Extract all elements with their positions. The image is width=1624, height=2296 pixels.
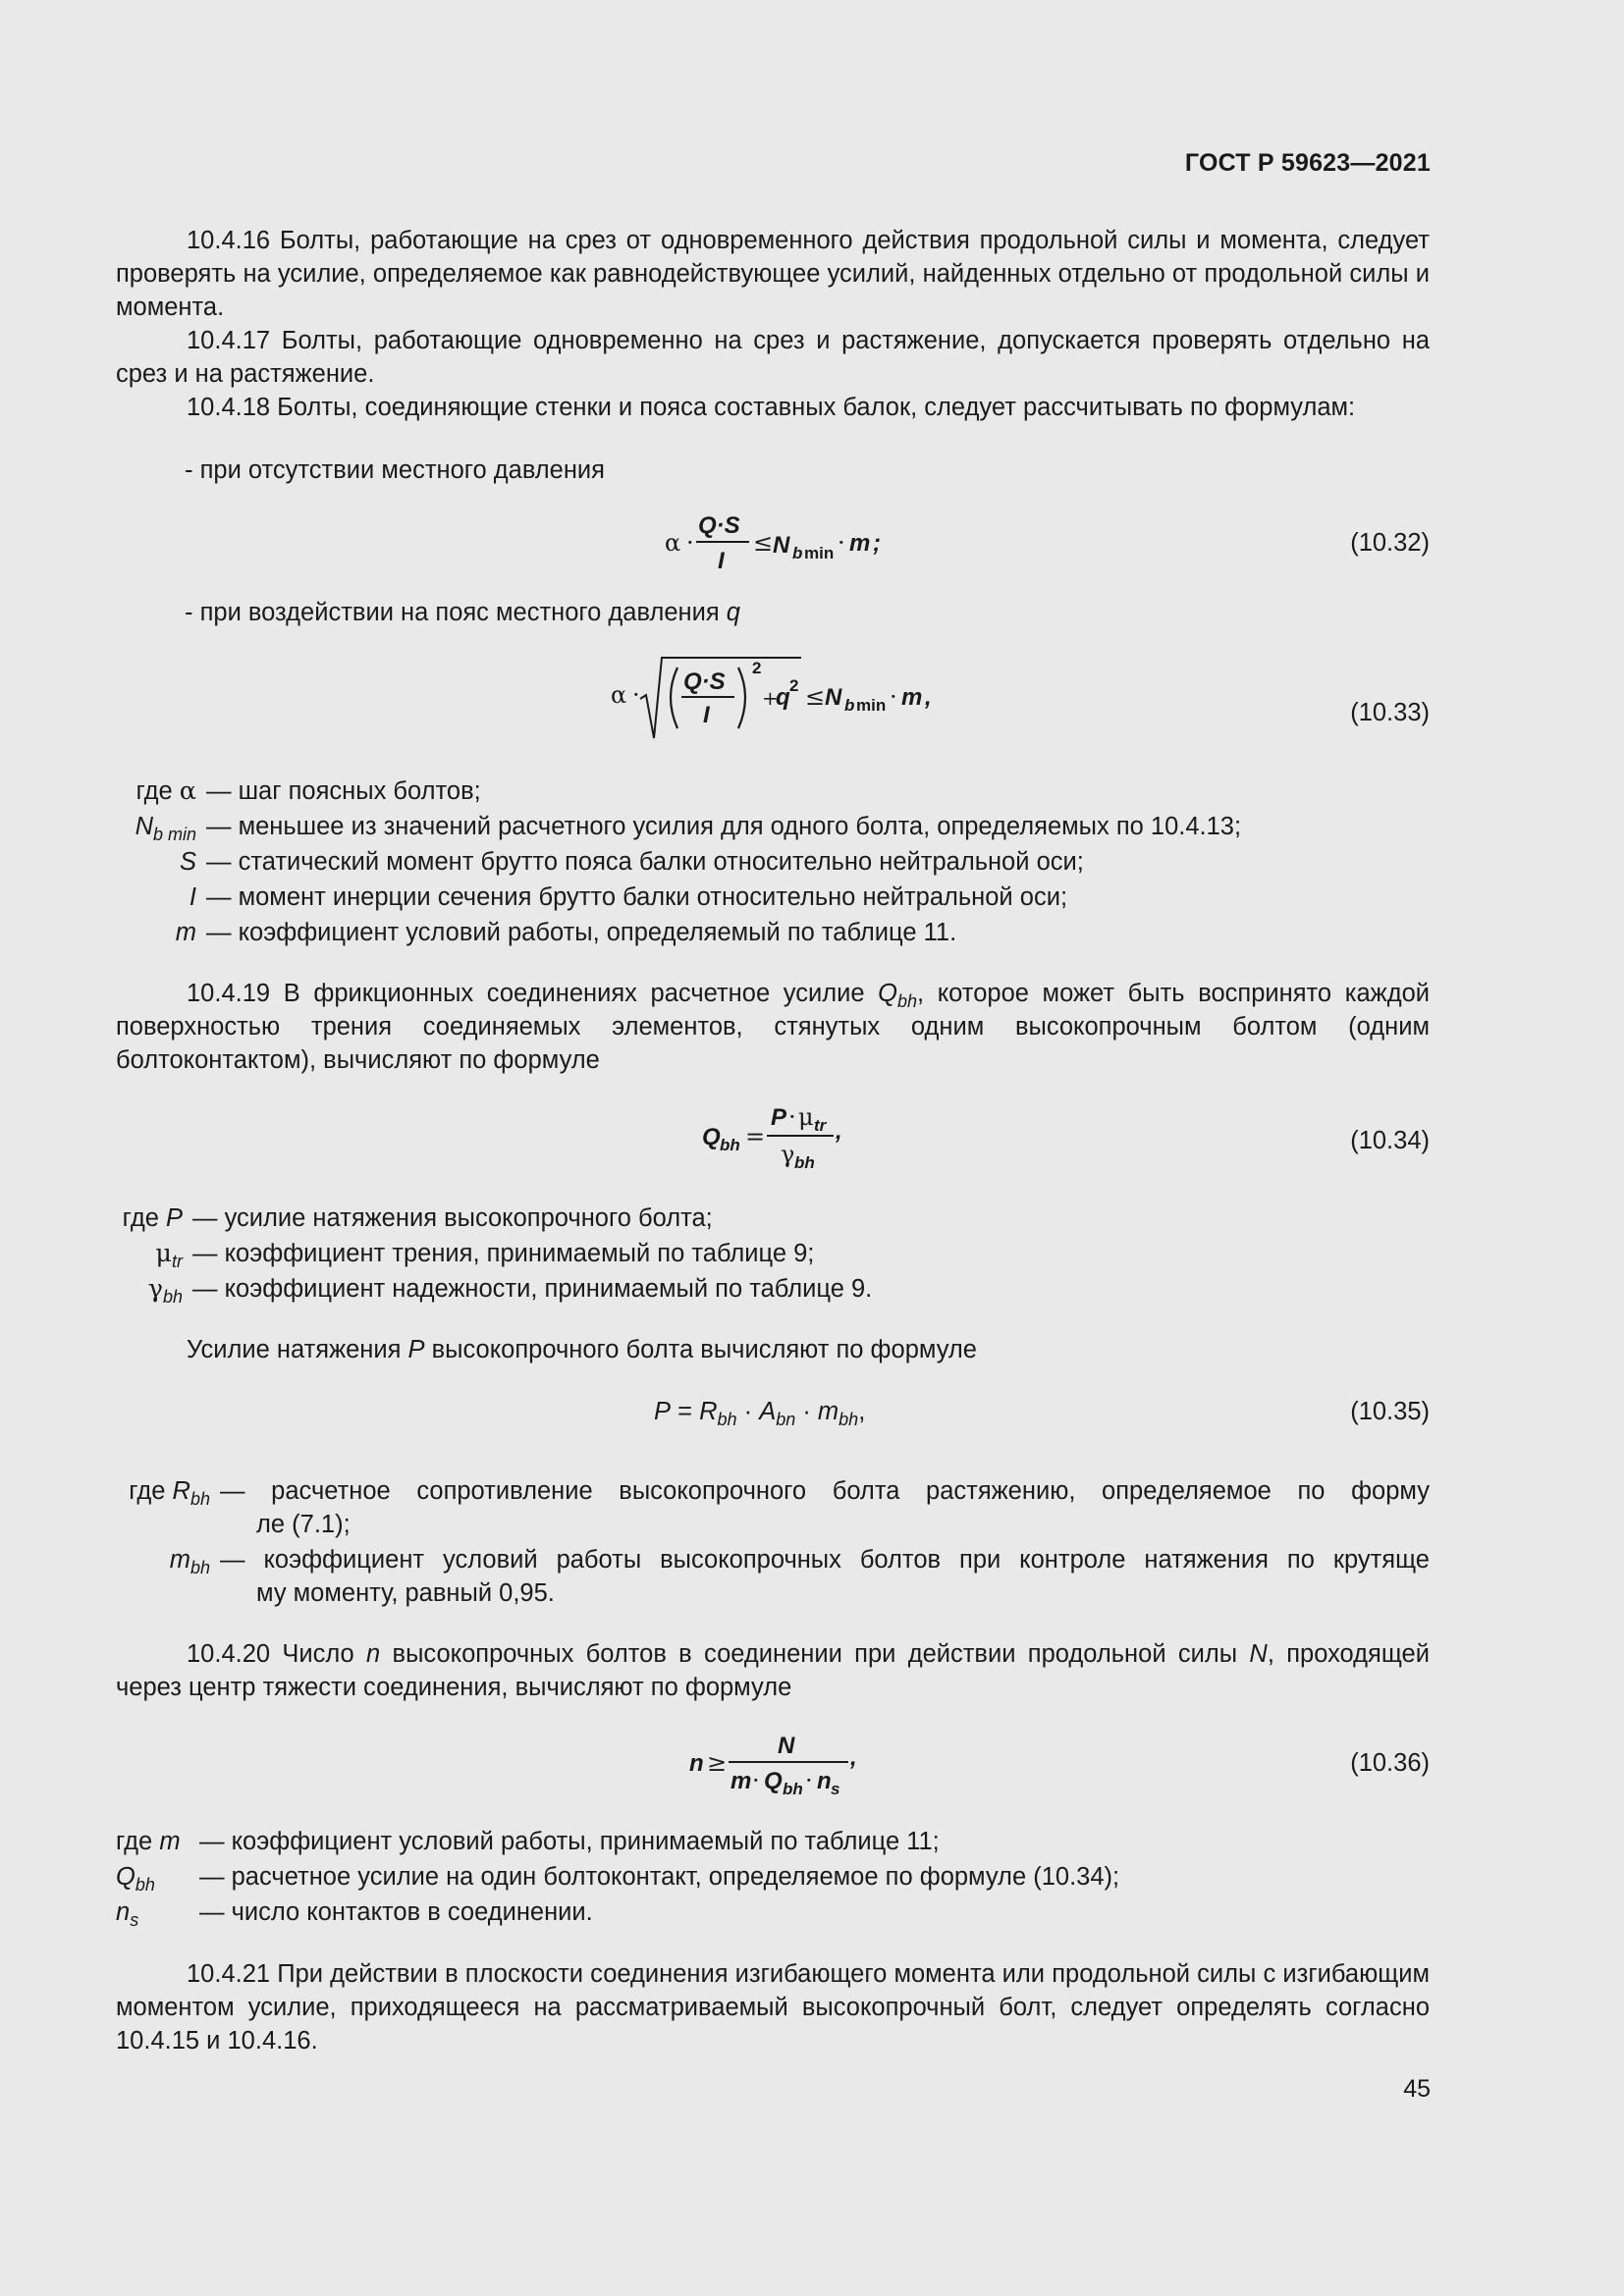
def-row-m: [0, 915, 1624, 950]
paragraph-text: 10.4.16 Болты, работающие на срез от одновременного действия продольной силы и момента, следует проверять на усилие, определяемое как равнодействующее усилий, найденных отдельно от продольной силы и момента.: [116, 227, 1430, 321]
min-subscript: min: [804, 544, 835, 562]
paragraph-text: 10.4.17 Болты, работающие одновременно на срез и растяжение, допускается проверять отдельно на срез и на растяжение.: [116, 327, 1430, 388]
def-description: — статический момент брутто пояса балки относительно нейтральной оси;: [206, 848, 1084, 876]
paragraph-10-4-21: [116, 1957, 1430, 2057]
m-subscript: bh: [189, 1558, 210, 1577]
m-symbol: m: [817, 1398, 839, 1425]
p-symbol: P: [654, 1398, 672, 1425]
n-force-symbol: N: [778, 1733, 795, 1759]
def-row-ns: [0, 1895, 1624, 1930]
ns-symbol: n: [817, 1768, 832, 1794]
def-row-r: [0, 1474, 1624, 1541]
paragraph-text: высокопрочных болтов в соединении при действии продольной силы: [380, 1640, 1250, 1668]
m-subscript: bh: [839, 1410, 859, 1429]
paragraph-text: высокопрочного болта вычисляют по формуле: [424, 1336, 977, 1363]
def-row-p: [0, 1201, 1624, 1236]
q-exponent: 2: [789, 676, 799, 695]
formula-10-35: [0, 1396, 1624, 1474]
def-description: — коэффициент надежности, принимаемый по таблице 9.: [192, 1275, 873, 1303]
p-variable: P: [407, 1336, 425, 1363]
q-subscript: bh: [897, 991, 918, 1011]
gamma-subscript: bh: [794, 1153, 815, 1172]
dot-operator: ·: [805, 1767, 813, 1794]
m-symbol: m: [731, 1768, 752, 1794]
bullet-no-local-pressure: - при отсутствии местного давления: [185, 456, 605, 484]
def-description: — коэффициент условий работы высокопрочных болтов при контроле натяжения по крутяще: [220, 1546, 1430, 1574]
formula-10-32: [0, 506, 1624, 584]
standard-header: ГОСТ Р 59623—2021: [1184, 149, 1431, 177]
def-row-i: [0, 880, 1624, 915]
formula-10-33-graphic: [609, 648, 962, 746]
def-row-m: [0, 1543, 1624, 1610]
dot-operator: ·: [890, 683, 897, 711]
alpha-symbol: α: [611, 681, 627, 709]
formula-number: (10.36): [1350, 1749, 1430, 1777]
bullet-text: - при воздействии на пояс местного давления: [185, 599, 727, 626]
paragraph-text: , проходящей через центр тяжести соединения, вычисляют по формуле: [116, 1640, 1430, 1701]
def-term: [155, 1236, 183, 1271]
definitions-10-34: [0, 1201, 1624, 1307]
def-description: — шаг поясных болтов;: [206, 777, 481, 805]
where-word: где: [135, 777, 173, 805]
def-description: — число контактов в соединении.: [199, 1898, 593, 1926]
formula-punct: ;: [873, 530, 881, 557]
def-term: [135, 774, 196, 809]
n-variable: n: [366, 1640, 381, 1668]
mu-subscript: tr: [814, 1116, 827, 1135]
r-subscript: bh: [189, 1489, 210, 1509]
i-term: I: [189, 883, 196, 911]
p-term: P: [165, 1204, 183, 1232]
def-row-q: [0, 1859, 1624, 1895]
m-symbol: m: [901, 684, 923, 711]
gamma-term: γ: [147, 1274, 163, 1304]
nb-subscript: b min: [152, 825, 196, 844]
plus-operator: +: [762, 686, 779, 710]
formula-10-33: [0, 648, 1624, 746]
q-symbol: q: [776, 684, 790, 711]
fraction-denominator: I: [718, 548, 725, 574]
m-term: m: [159, 1828, 181, 1855]
def-row-s: [0, 844, 1624, 880]
r-term: R: [172, 1477, 190, 1505]
right-paren: [738, 667, 745, 728]
def-term: [180, 844, 196, 880]
formula-10-32-graphic: [663, 506, 957, 584]
q-symbol: Q: [702, 1124, 721, 1150]
formula-10-36: [0, 1726, 1624, 1804]
paragraph-10-4-17: [116, 324, 1430, 391]
square-exponent: 2: [752, 659, 762, 677]
def-description: — меньшее из значений расчетного усилия для одного болта, определяемых по 10.4.13;: [206, 813, 1242, 840]
dot-operator: ·: [795, 1398, 818, 1425]
formula-punct: ,: [836, 1118, 842, 1145]
nb-term: N: [135, 813, 153, 840]
paragraph-10-4-18: [116, 391, 1430, 424]
paragraph-10-4-19: [116, 977, 1430, 1077]
paragraph-text: 10.4.21 При действии в плоскости соединения изгибающего момента или продольной силы с изгибающим моментом усилие, приходящееся на рассматриваемый высокопрочный болт, следует определять согласно 10.4.15 и 10.4.16.: [116, 1960, 1430, 2055]
ns-term: n: [116, 1898, 131, 1926]
q-subscript: bh: [135, 1875, 155, 1895]
def-description: — момент инерции сечения брутто балки относительно нейтральной оси;: [206, 883, 1068, 911]
leq-operator: ≤: [805, 683, 826, 711]
definitions-10-35: [0, 1474, 1624, 1610]
formula-number: (10.32): [1350, 529, 1430, 557]
def-term: [129, 1474, 210, 1508]
q-symbol: Q: [764, 1768, 783, 1794]
dot-operator: ·: [736, 1398, 760, 1425]
paragraph-text: 10.4.19 В фрикционных соединениях расчетное усилие: [187, 980, 879, 1007]
paragraph-10-4-20: [116, 1637, 1430, 1704]
def-description: — усилие натяжения высокопрочного болта;: [192, 1204, 713, 1232]
s-term: S: [179, 848, 196, 876]
paragraph-text: 10.4.18 Болты, соединяющие стенки и пояса составных балок, следует рассчитывать по формулам:: [187, 394, 1356, 421]
q-variable: q: [726, 599, 740, 626]
formula-number: (10.33): [1350, 699, 1430, 726]
where-word: где: [122, 1204, 159, 1232]
n-force-variable: N: [1249, 1640, 1268, 1668]
formula-10-36-graphic: [687, 1726, 903, 1804]
alpha-symbol: α: [665, 529, 681, 557]
def-term: [176, 915, 196, 950]
m-term: m: [175, 919, 196, 946]
fraction-denominator: I: [703, 702, 710, 728]
formula-number: (10.35): [1350, 1398, 1430, 1425]
dot-operator: ·: [752, 1767, 760, 1794]
dot-operator: ·: [686, 529, 694, 557]
mu-subscript: tr: [172, 1252, 183, 1271]
left-paren: [671, 667, 677, 728]
def-description: — коэффициент трения, принимаемый по таблице 9;: [192, 1240, 815, 1267]
formula-number: (10.34): [1350, 1127, 1430, 1154]
definitions-10-33: [0, 774, 1624, 950]
n-symbol: N: [825, 684, 842, 711]
def-row-gamma: [0, 1271, 1624, 1307]
page-number: 45: [1403, 2075, 1431, 2103]
equals-operator: =: [671, 1398, 700, 1425]
alpha-term: α: [179, 776, 196, 806]
paragraph-text: , которое может быть воспринято каждой поверхностью трения соединяемых элементов, стянутых одним высокопрочным болтом (одним болтоконтактом), вычисляют по формуле: [116, 980, 1430, 1074]
fraction-numerator: Q·S: [698, 512, 740, 539]
a-symbol: A: [759, 1398, 777, 1425]
def-row-m: [0, 1824, 1624, 1859]
p-symbol: P: [771, 1104, 787, 1131]
def-term: [170, 1543, 210, 1576]
def-term: [116, 1859, 155, 1895]
q-variable: Q: [878, 980, 897, 1007]
dot-operator: ·: [788, 1103, 796, 1131]
def-term: [135, 809, 196, 844]
formula-punct: ,: [858, 1398, 866, 1425]
gamma-symbol: γ: [781, 1141, 795, 1168]
dot-operator: ·: [838, 529, 845, 557]
where-word: где: [129, 1477, 166, 1505]
a-subscript: bn: [776, 1410, 796, 1429]
def-term: [189, 880, 196, 915]
paragraph-10-4-16: [116, 224, 1430, 324]
q-subscript: bh: [783, 1780, 803, 1798]
def-description-continued: ле (7.1);: [256, 1511, 351, 1538]
m-symbol: m: [849, 530, 871, 557]
def-term: [123, 1201, 183, 1236]
def-description: — коэффициент условий работы, принимаемый по таблице 11;: [199, 1828, 940, 1855]
paragraph-text: 10.4.20 Число: [187, 1640, 367, 1668]
formula-punct: ,: [925, 684, 932, 711]
equals-operator: =: [745, 1123, 766, 1150]
bullet-local-pressure: [185, 599, 740, 627]
def-term: [116, 1824, 181, 1859]
def-description: — расчетное усилие на один болтоконтакт, определяемое по формуле (10.34);: [199, 1863, 1120, 1891]
r-symbol: R: [699, 1398, 718, 1425]
ns-subscript: s: [130, 1910, 139, 1930]
def-description: — расчетное сопротивление высокопрочного болта растяжению, определяемое по форму: [220, 1477, 1430, 1505]
n-subscript: b: [792, 544, 803, 562]
q-term: Q: [116, 1863, 135, 1891]
dot-operator: ·: [632, 681, 640, 709]
mu-term: μ: [155, 1239, 172, 1268]
leq-operator: ≤: [753, 529, 774, 557]
n-subscript: b: [844, 696, 855, 715]
m-term: m: [169, 1546, 190, 1574]
n-symbol: N: [773, 532, 790, 559]
def-term: [116, 1895, 138, 1930]
geq-operator: ≥: [707, 1749, 728, 1777]
formula-10-34-graphic: [702, 1099, 898, 1178]
q-subscript: bh: [720, 1136, 740, 1154]
def-description-continued: му моменту, равный 0,95.: [256, 1579, 555, 1607]
def-description: — коэффициент условий работы, определяемый по таблице 11.: [206, 919, 957, 946]
paragraph-text: Усилие натяжения: [187, 1336, 408, 1363]
mu-symbol: μ: [798, 1103, 814, 1131]
r-subscript: bh: [717, 1410, 737, 1429]
gamma-subscript: bh: [162, 1287, 183, 1307]
n-symbol: n: [689, 1750, 704, 1777]
paragraph-bolt-tension: [116, 1333, 1430, 1366]
formula-10-35-expression: [654, 1398, 866, 1429]
min-subscript: min: [856, 696, 887, 715]
def-term: [148, 1271, 183, 1307]
fraction-numerator: Q·S: [683, 668, 726, 695]
def-row-mu: [0, 1236, 1624, 1271]
ns-subscript: s: [831, 1780, 840, 1798]
def-row-alpha: [0, 774, 1624, 809]
formula-punct: ,: [850, 1744, 857, 1771]
definitions-10-36: [0, 1824, 1624, 1930]
def-row-nb: [0, 809, 1624, 844]
where-word: где: [116, 1828, 153, 1855]
formula-10-34: [0, 1099, 1624, 1178]
